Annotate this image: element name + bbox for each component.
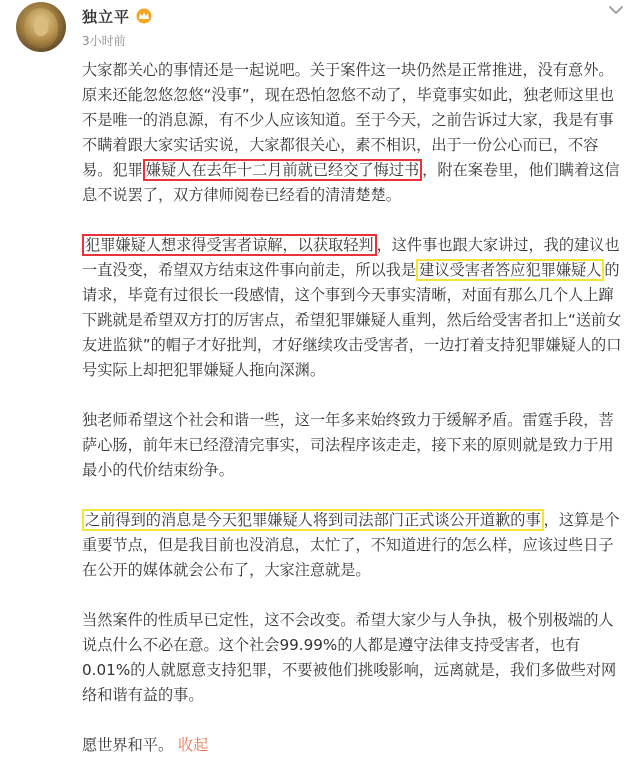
paragraph-2-text-b: 的请求，毕竟有过很长一段感情，这个事到今天事实清晰，对面有那么几个人上蹿下跳就是希望双方打的厉害点，希望犯罪嫌疑人重判，然后给受害者扣上“送前女友进监狱”的帽子才好批判，才好继续攻击受害者，一边打着支持犯罪嫌疑人的口号实际上却把犯罪嫌疑人拖向深渊。: [82, 261, 622, 379]
post-time: 3小时前: [82, 34, 126, 48]
author-avatar[interactable]: [16, 2, 66, 52]
paragraph-1-text-a: 大家都关心的事情还是一起说吧。关于案件这一块仍然是正常推进，没有意外。原来还能忽悠忽悠“没事”，现在恐怕忽悠不动了，毕竟事实如此，独老师这里也不是唯一的消息源，有不少人应该知道。至于今天，之前告诉过大家，我是有事不瞒着跟大家实话实说，大家都很关心，素不相识，出于一份公心而已，不容易。犯罪: [82, 61, 615, 179]
paragraph-2: [82, 233, 622, 383]
yellow-highlight-apology: 之前得到的消息是今天犯罪嫌疑人将到司法部门正式谈公开道歉的事: [82, 509, 544, 531]
collapse-link[interactable]: 收起: [177, 736, 209, 754]
paragraph-4: [82, 508, 622, 583]
red-highlight-confession: 嫌疑人在去年十二月前就已经交了悔过书: [143, 159, 422, 181]
paragraph-6-text: 愿世界和平。: [82, 736, 174, 754]
author-row: [82, 6, 153, 26]
red-highlight-forgiveness: 犯罪嫌疑人想求得受害者谅解，以获取轻判: [82, 234, 377, 256]
avatar-lion-face: [34, 18, 48, 36]
paragraph-4-text: ，这算是个重要节点，但是我目前也没消息，太忙了，不知道进行的怎么样，应该过些日子在公开的媒体就会公布了，大家注意就是。: [82, 511, 620, 579]
yellow-highlight-suggestion: 建议受害者答应犯罪嫌疑人: [416, 259, 604, 281]
paragraph-1-text-b: ，附在案卷里，他们瞒着这信息不说罢了，双方律师阅卷已经看的清清楚楚。: [82, 161, 620, 204]
paragraph-3: 独老师希望这个社会和谐一些，这一年多来始终致力于缓解矛盾。雷霆手段，菩萨心肠，前年末已经澄清完事实，司法程序该走走，接下来的原则就是致力于用最小的代价结束纷争。: [82, 411, 614, 479]
paragraph-5: 当然案件的性质早已定性，这不会改变。希望大家少与人争执，极个别极端的人说点什么不必在意。这个社会99.99%的人都是遵守法律支持受害者，也有0.01%的人就愿意支持犯罪，不要被他们挑唆影响，远离就是，我们多做些对网络和谐有益的事。: [82, 611, 617, 704]
more-icon[interactable]: [605, 2, 627, 18]
author-name[interactable]: 独立平: [82, 7, 131, 26]
paragraph-6: [82, 733, 622, 758]
paragraph-2-text-a: ，这件事也跟大家讲过，我的建议也一直没变，希望双方结束这件事向前走，所以我是: [82, 236, 620, 279]
post-content: [82, 58, 622, 758]
crown-icon: [135, 8, 153, 24]
paragraph-1: [82, 58, 622, 208]
